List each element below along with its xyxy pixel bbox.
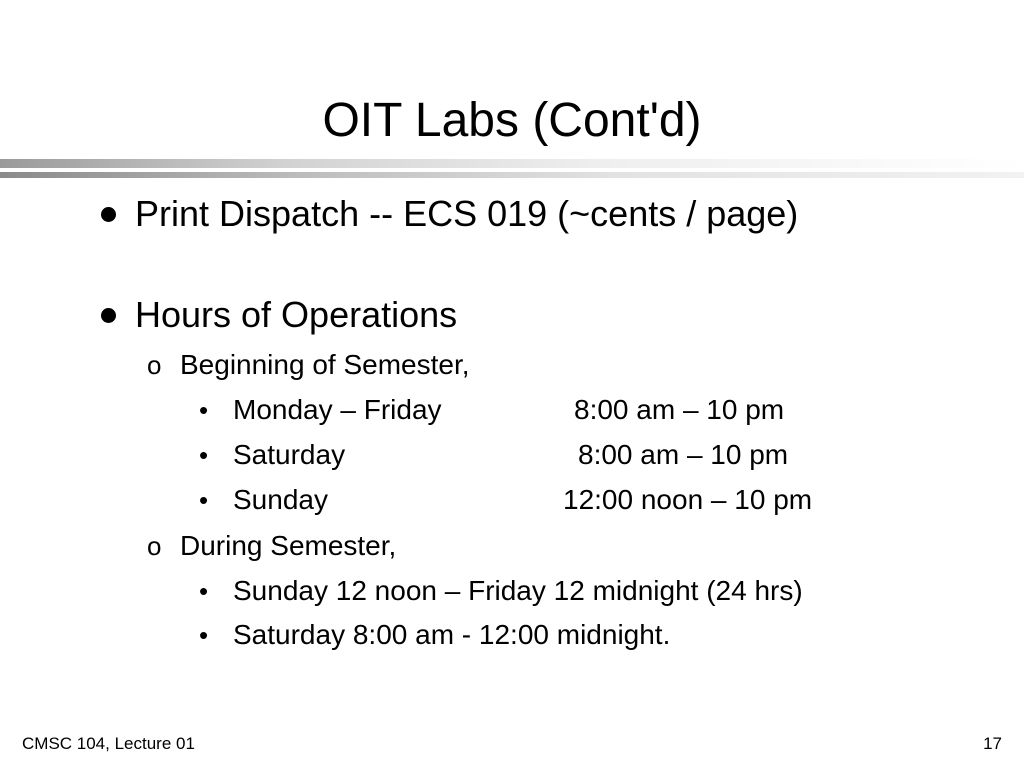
bullet-icon: •	[199, 485, 209, 515]
sub-item-during-semester: During Semester,	[180, 530, 397, 561]
bullet-icon: •	[199, 440, 209, 470]
bullet-icon: •	[199, 620, 209, 650]
slide-title: OIT Labs (Cont'd)	[322, 94, 702, 147]
bullet-hours-of-operations: Hours of Operations	[135, 294, 458, 335]
title-rule-top	[0, 159, 1024, 168]
schedule-hours: 12:00 noon – 10 pm	[563, 484, 813, 515]
bullet-icon: •	[199, 576, 209, 606]
sub-item-beginning-of-semester: Beginning of Semester,	[180, 349, 470, 380]
sub-bullet-o-icon: o	[147, 350, 162, 380]
schedule-day: Sunday	[233, 484, 328, 515]
bullet-dot-icon	[101, 308, 116, 323]
bullet-icon: •	[199, 395, 209, 425]
title-rule-bottom	[0, 172, 1024, 178]
sub-bullet-o-icon: o	[147, 531, 162, 561]
bullet-dot-icon	[101, 207, 116, 222]
schedule-day: Saturday	[233, 439, 346, 470]
schedule-hours: 8:00 am – 10 pm	[574, 394, 785, 425]
footer-page-number: 17	[983, 734, 1002, 753]
during-item: Sunday 12 noon – Friday 12 midnight (24 hrs)	[233, 575, 803, 606]
schedule-day: Monday – Friday	[233, 394, 442, 425]
during-item: Saturday 8:00 am - 12:00 midnight.	[233, 619, 671, 650]
schedule-hours: 8:00 am – 10 pm	[578, 439, 789, 470]
bullet-print-dispatch: Print Dispatch -- ECS 019 (~cents / page)	[135, 193, 799, 234]
footer-course: CMSC 104, Lecture 01	[22, 734, 195, 753]
